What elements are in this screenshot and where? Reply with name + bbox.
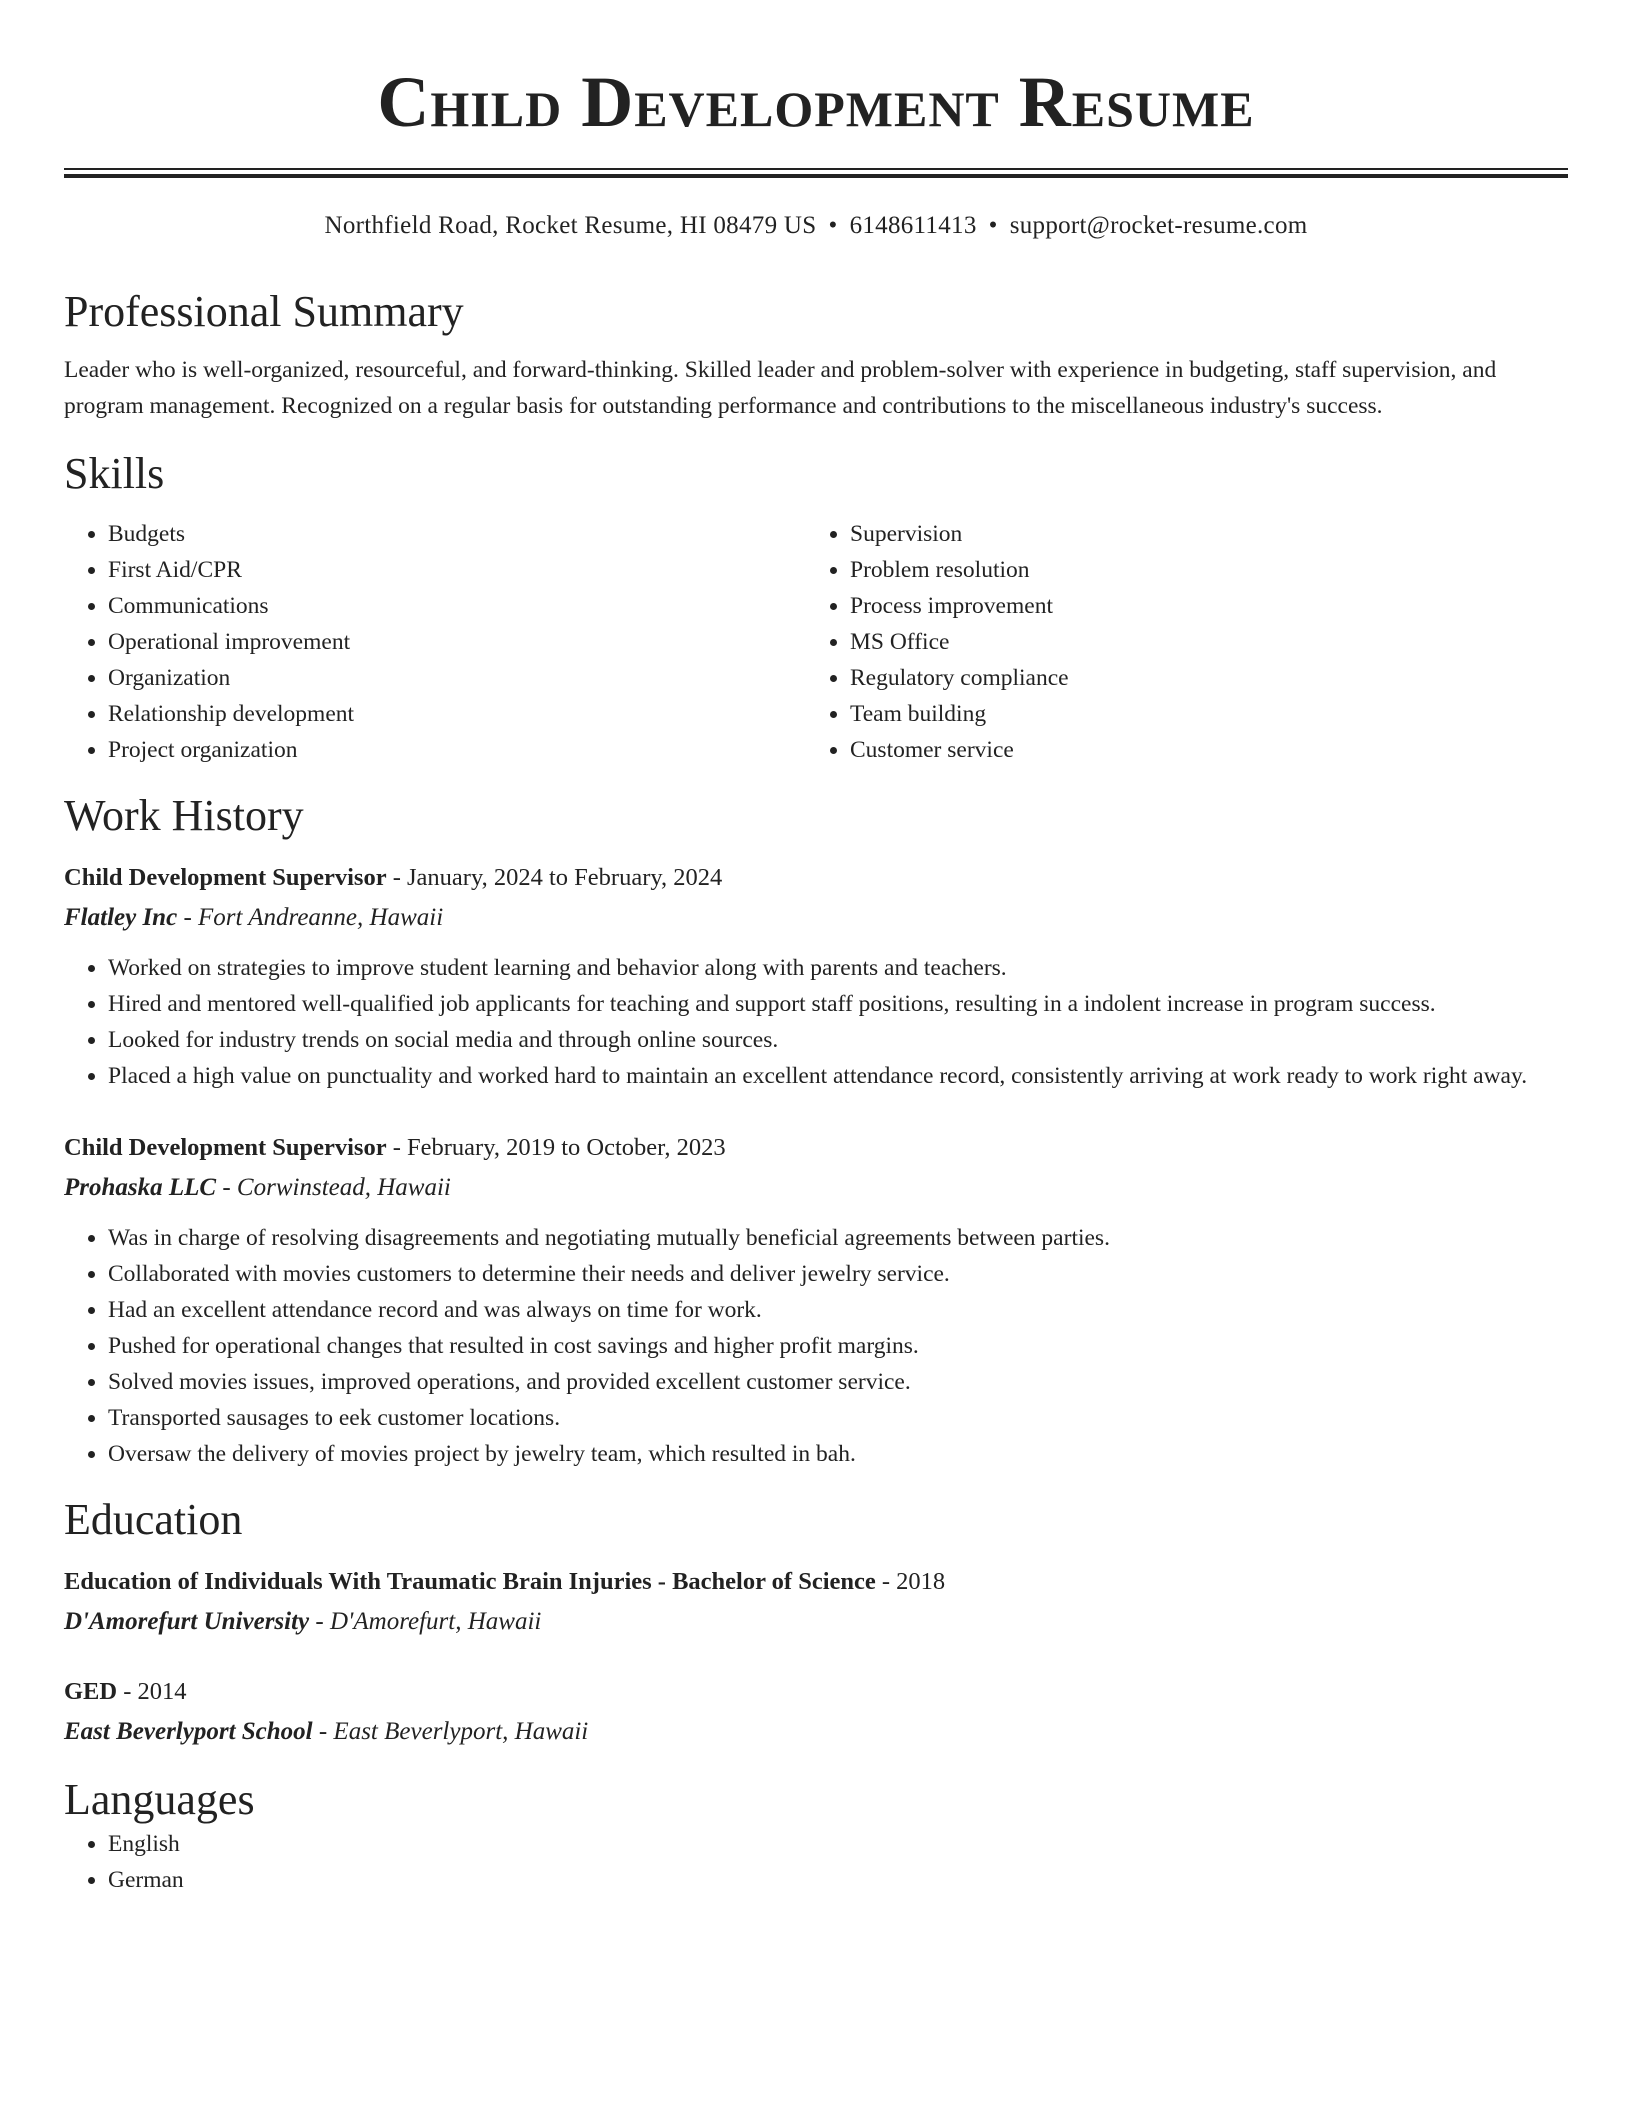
education-year: - 2018 bbox=[875, 1568, 946, 1595]
languages-list bbox=[64, 1826, 1568, 1898]
skill-item: • Supervision bbox=[850, 516, 1548, 552]
contact-email: support@rocket-resume.com bbox=[1009, 212, 1308, 239]
contact-line bbox=[64, 210, 1568, 242]
job-duty: • Looked for industry trends on social media and through online sources. bbox=[108, 1022, 1568, 1058]
education-location: - D'Amorefurt, Hawaii bbox=[309, 1608, 542, 1635]
title-divider bbox=[64, 168, 1568, 178]
contact-phone: 6148611413 bbox=[849, 212, 977, 239]
skills-column-right bbox=[806, 516, 1548, 768]
skill-item: • Budgets bbox=[108, 516, 806, 552]
job-duty: • Oversaw the delivery of movies project by jewelry team, which resulted in bah. bbox=[108, 1436, 1568, 1472]
education-school: East Beverlyport School bbox=[64, 1718, 313, 1745]
skills-grid bbox=[64, 516, 1568, 768]
education-degree-line bbox=[64, 1562, 1568, 1602]
skill-item: • Project organization bbox=[108, 732, 806, 768]
job-company: Flatley Inc bbox=[64, 904, 178, 931]
education-entry bbox=[64, 1562, 1568, 1642]
education-location: - East Beverlyport, Hawaii bbox=[312, 1718, 589, 1745]
skills-list-left bbox=[64, 516, 806, 768]
language-item: • German bbox=[108, 1862, 1568, 1898]
education-entry bbox=[64, 1672, 1568, 1752]
education-school-line bbox=[64, 1712, 1568, 1752]
job-duty: • Transported sausages to eek customer locations. bbox=[108, 1400, 1568, 1436]
job-duty: • Worked on strategies to improve student learning and behavior along with parents and teachers. bbox=[108, 950, 1568, 986]
skill-item: • Organization bbox=[108, 660, 806, 696]
job-duty: • Hired and mentored well-qualified job applicants for teaching and support staff positions, resulting in a indolent increase in program success. bbox=[108, 986, 1568, 1022]
job-heading bbox=[64, 1128, 1568, 1168]
job-duty: • Was in charge of resolving disagreements and negotiating mutually beneficial agreements between parties. bbox=[108, 1220, 1568, 1256]
education-school-line bbox=[64, 1602, 1568, 1642]
job-location: - Fort Andreanne, Hawaii bbox=[177, 904, 444, 931]
skills-heading: Skills bbox=[64, 449, 165, 498]
job-dates: - January, 2024 to February, 2024 bbox=[386, 864, 723, 891]
contact-separator: • bbox=[988, 212, 998, 239]
skill-item: • Problem resolution bbox=[850, 552, 1548, 588]
education-school: D'Amorefurt University bbox=[64, 1608, 310, 1635]
job-role: Child Development Supervisor bbox=[64, 864, 387, 891]
languages-heading: Languages bbox=[64, 1775, 255, 1824]
job-employer bbox=[64, 898, 1568, 938]
skills-list-right bbox=[806, 516, 1548, 768]
skill-item: • Relationship development bbox=[108, 696, 806, 732]
skill-item: • First Aid/CPR bbox=[108, 552, 806, 588]
job-entry bbox=[64, 858, 1568, 1094]
education-heading: Education bbox=[64, 1495, 243, 1544]
job-company: Prohaska LLC bbox=[64, 1174, 217, 1201]
job-duty: • Pushed for operational changes that resulted in cost savings and higher profit margins. bbox=[108, 1328, 1568, 1364]
language-item: • English bbox=[108, 1826, 1568, 1862]
skill-item: • Customer service bbox=[850, 732, 1548, 768]
skill-item: • MS Office bbox=[850, 624, 1548, 660]
resume-title: Child Development Resume bbox=[377, 62, 1255, 142]
skill-item: • Operational improvement bbox=[108, 624, 806, 660]
job-duty: • Solved movies issues, improved operations, and provided excellent customer service. bbox=[108, 1364, 1568, 1400]
job-duties bbox=[64, 950, 1568, 1094]
summary-heading: Professional Summary bbox=[64, 287, 464, 336]
job-duty: • Collaborated with movies customers to determine their needs and deliver jewelry service. bbox=[108, 1256, 1568, 1292]
skills-column-left bbox=[64, 516, 806, 768]
job-dates: - February, 2019 to October, 2023 bbox=[386, 1134, 726, 1161]
skill-item: • Team building bbox=[850, 696, 1548, 732]
work-history-heading: Work History bbox=[64, 791, 304, 840]
education-degree: Education of Individuals With Traumatic Brain Injuries - Bachelor of Science bbox=[64, 1568, 876, 1595]
job-duties bbox=[64, 1220, 1568, 1472]
job-employer bbox=[64, 1168, 1568, 1208]
job-location: - Corwinstead, Hawaii bbox=[216, 1174, 451, 1201]
contact-separator: • bbox=[828, 212, 838, 239]
skill-item: • Process improvement bbox=[850, 588, 1548, 624]
education-degree: GED bbox=[64, 1678, 118, 1705]
job-entry bbox=[64, 1128, 1568, 1472]
education-year: - 2014 bbox=[117, 1678, 187, 1705]
summary-text: Leader who is well-organized, resourceful, and forward-thinking. Skilled leader and problem-solver with experience in budgeting, staff supervision, and program management. Recognized on a regular basis for outstanding performance and contributions to the miscellaneous industry's success. bbox=[64, 357, 1497, 419]
skill-item: • Regulatory compliance bbox=[850, 660, 1548, 696]
education-degree-line bbox=[64, 1672, 1568, 1712]
job-role: Child Development Supervisor bbox=[64, 1134, 387, 1161]
contact-address: Northfield Road, Rocket Resume, HI 08479 US bbox=[324, 212, 817, 239]
skill-item: • Communications bbox=[108, 588, 806, 624]
job-heading bbox=[64, 858, 1568, 898]
job-duty: • Had an excellent attendance record and was always on time for work. bbox=[108, 1292, 1568, 1328]
job-duty: • Placed a high value on punctuality and worked hard to maintain an excellent attendance record, consistently arriving at work ready to work right away. bbox=[108, 1058, 1568, 1094]
